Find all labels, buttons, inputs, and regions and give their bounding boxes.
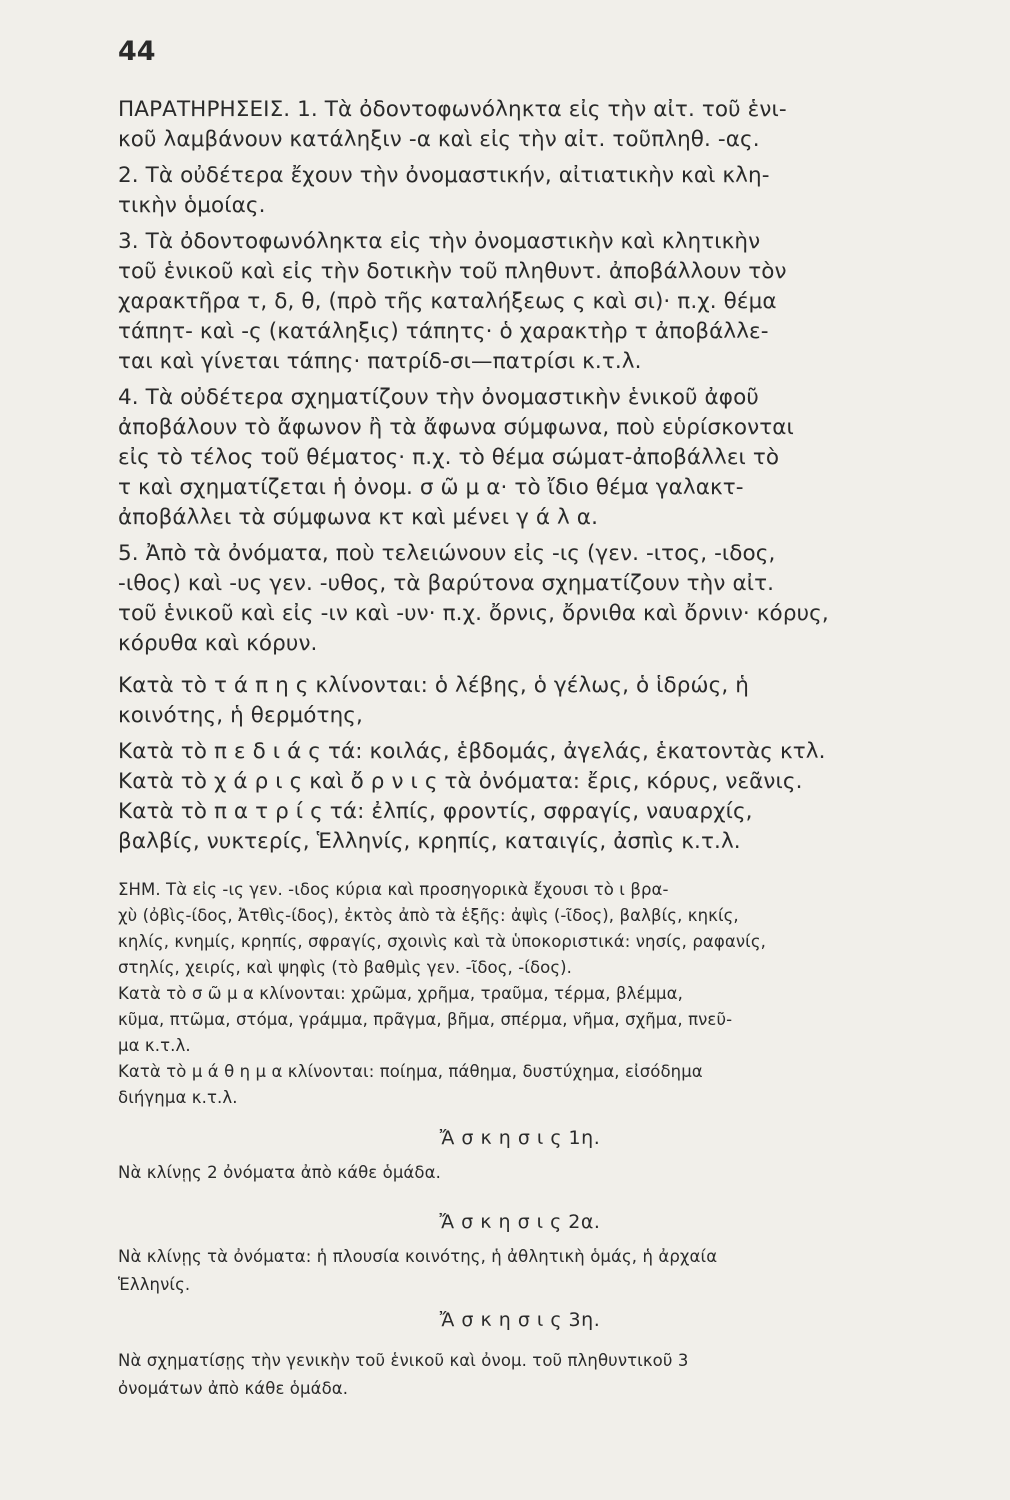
declension-group-line: Κατὰ τὸ χ ά ρ ι ς καὶ ὄ ρ ν ι ς τὰ ὀνόματα: ἔρις, κόρυς, νεᾶνις. <box>118 769 803 794</box>
page-body <box>118 95 922 1403</box>
remarks-line: τάπητ- καὶ -ς (κατάληξις) τάπητς· ὁ χαρακτὴρ τ ἀποβάλλε- <box>118 319 769 344</box>
note-line: ΣΗΜ. Τὰ εἰς -ις γεν. -ιδος κύρια καὶ προσηγορικὰ ἔχουσι τὸ ι βρα- <box>118 880 669 899</box>
exercise-heading: Ἄ σ κ η σ ι ς 2α. <box>439 1211 601 1233</box>
note-line: κηλίς, κνημίς, κρηπίς, σφραγίς, σχοινὶς καὶ τὰ ὑποκοριστικά: νησίς, ραφανίς, <box>118 932 766 951</box>
declension-group-line: Κατὰ τὸ τ ά π η ς κλίνονται: ὁ λέβης, ὁ γέλως, ὁ ἱδρώς, ἡ <box>118 673 749 698</box>
note-line: Κατὰ τὸ μ ά θ η μ α κλίνονται: ποίημα, πάθημα, δυστύχημα, εἰσόδημα <box>118 1062 703 1081</box>
declension-group-line: Κατὰ τὸ π ε δ ι ά ς τά: κοιλάς, ἑβδομάς, ἀγελάς, ἑκατοντὰς κτλ. <box>118 739 826 764</box>
remarks-line: 5. Ἀπὸ τὰ ὀνόματα, ποὺ τελειώνουν εἰς -ις (γεν. -ιτος, -ιδος, <box>118 541 776 566</box>
page-number: 44 <box>118 36 156 67</box>
declension-group-line: κοινότης, ἡ θερμότης, <box>118 703 363 728</box>
remarks-line: τοῦ ἑνικοῦ καὶ εἰς -ιν καὶ -υν· π.χ. ὄρνις, ὄρνιθα καὶ ὄρνιν· κόρυς, <box>118 601 829 626</box>
exercise-line: Νὰ κλίνῃς τὰ ὀνόματα: ἡ πλουσία κοινότης, ἡ ἀθλητικὴ ὁμάς, ἡ ἀρχαία <box>118 1247 718 1266</box>
exercise-line: ὀνομάτων ἀπὸ κάθε ὁμάδα. <box>118 1379 349 1398</box>
note-line: χὺ (ὀβὶς-ίδος, Ἀτθὶς-ίδος), ἐκτὸς ἀπὸ τὰ ἑξῆς: ἀψὶς (-ῖδος), βαλβίς, κηκίς, <box>118 906 739 925</box>
remarks-line: 2. Τὰ οὐδέτερα ἔχουν τὴν ὀνομαστικήν, αἰτιατικὴν καὶ κλη- <box>118 163 770 188</box>
remarks-line: τικὴν ὁμοίας. <box>118 193 266 218</box>
remarks-line: χαρακτῆρα τ, δ, θ, (πρὸ τῆς καταλήξεως ς καὶ σι)· π.χ. θέμα <box>118 289 777 314</box>
remarks-line: ται καὶ γίνεται τάπης· πατρίδ-σι—πατρίσι κ.τ.λ. <box>118 349 642 374</box>
note-line: στηλίς, χειρίς, καὶ ψηφὶς (τὸ βαθμὶς γεν. -ῖδος, -ίδος). <box>118 958 573 977</box>
exercise-heading: Ἄ σ κ η σ ι ς 3η. <box>439 1309 601 1331</box>
remarks-line: -ιθος) καὶ -υς γεν. -υθος, τὰ βαρύτονα σχηματίζουν τὴν αἰτ. <box>118 571 775 596</box>
remarks-line: τοῦ ἑνικοῦ καὶ εἰς τὴν δοτικὴν τοῦ πληθυντ. ἀποβάλλουν τὸν <box>118 259 787 284</box>
note-line: Κατὰ τὸ σ ῶ μ α κλίνονται: χρῶμα, χρῆμα, τραῦμα, τέρμα, βλέμμα, <box>118 984 683 1003</box>
exercise-line: Νὰ σχηματίσῃς τὴν γενικὴν τοῦ ἑνικοῦ καὶ ὀνομ. τοῦ πληθυντικοῦ 3 <box>118 1351 689 1370</box>
remarks-line: 3. Τὰ ὀδοντοφωνόληκτα εἰς τὴν ὀνομαστικὴν καὶ κλητικὴν <box>118 229 761 254</box>
exercise-heading: Ἄ σ κ η σ ι ς 1η. <box>439 1127 601 1149</box>
note-line: διήγημα κ.τ.λ. <box>118 1088 238 1107</box>
remarks-line: ἀποβάλουν τὸ ἄφωνον ἢ τὰ ἄφωνα σύμφωνα, ποὺ εὑρίσκονται <box>118 415 794 440</box>
remarks-line: κοῦ λαμβάνουν κατάληξιν -α καὶ εἰς τὴν αἰτ. τοῦπληθ. -ας. <box>118 127 760 152</box>
remarks-line: κόρυθα καὶ κόρυν. <box>118 631 318 656</box>
note-line: κῦμα, πτῶμα, στόμα, γράμμα, πρᾶγμα, βῆμα, σπέρμα, νῆμα, σχῆμα, πνεῦ- <box>118 1010 733 1029</box>
remarks-line: εἰς τὸ τέλος τοῦ θέματος· π.χ. τὸ θέμα σώματ-ἀποβάλλει τὸ <box>118 445 780 470</box>
declension-group-line: Κατὰ τὸ π α τ ρ ί ς τά: ἐλπίς, φροντίς, σφραγίς, ναυαρχίς, <box>118 799 753 824</box>
exercise-line: Νὰ κλίνῃς 2 ὀνόματα ἀπὸ κάθε ὁμάδα. <box>118 1163 441 1182</box>
remarks-line: 4. Τὰ οὐδέτερα σχηματίζουν τὴν ὀνομαστικὴν ἑνικοῦ ἀφοῦ <box>118 385 759 410</box>
note-line: μα κ.τ.λ. <box>118 1036 191 1055</box>
remarks-line: ἀποβάλλει τὰ σύμφωνα κτ καὶ μένει γ ά λ α. <box>118 505 599 530</box>
exercise-line: Ἑλληνίς. <box>118 1275 191 1294</box>
declension-group-line: βαλβίς, νυκτερίς, Ἑλληνίς, κρηπίς, καταιγίς, ἀσπὶς κ.τ.λ. <box>118 829 741 854</box>
remarks-line: ΠΑΡΑΤΗΡΗΣΕΙΣ. 1. Τὰ ὀδοντοφωνόληκτα εἰς τὴν αἰτ. τοῦ ἑνι- <box>118 97 787 122</box>
remarks-line: τ καὶ σχηματίζεται ἡ ὀνομ. σ ῶ μ α· τὸ ἴδιο θέμα γαλακτ- <box>118 475 744 500</box>
